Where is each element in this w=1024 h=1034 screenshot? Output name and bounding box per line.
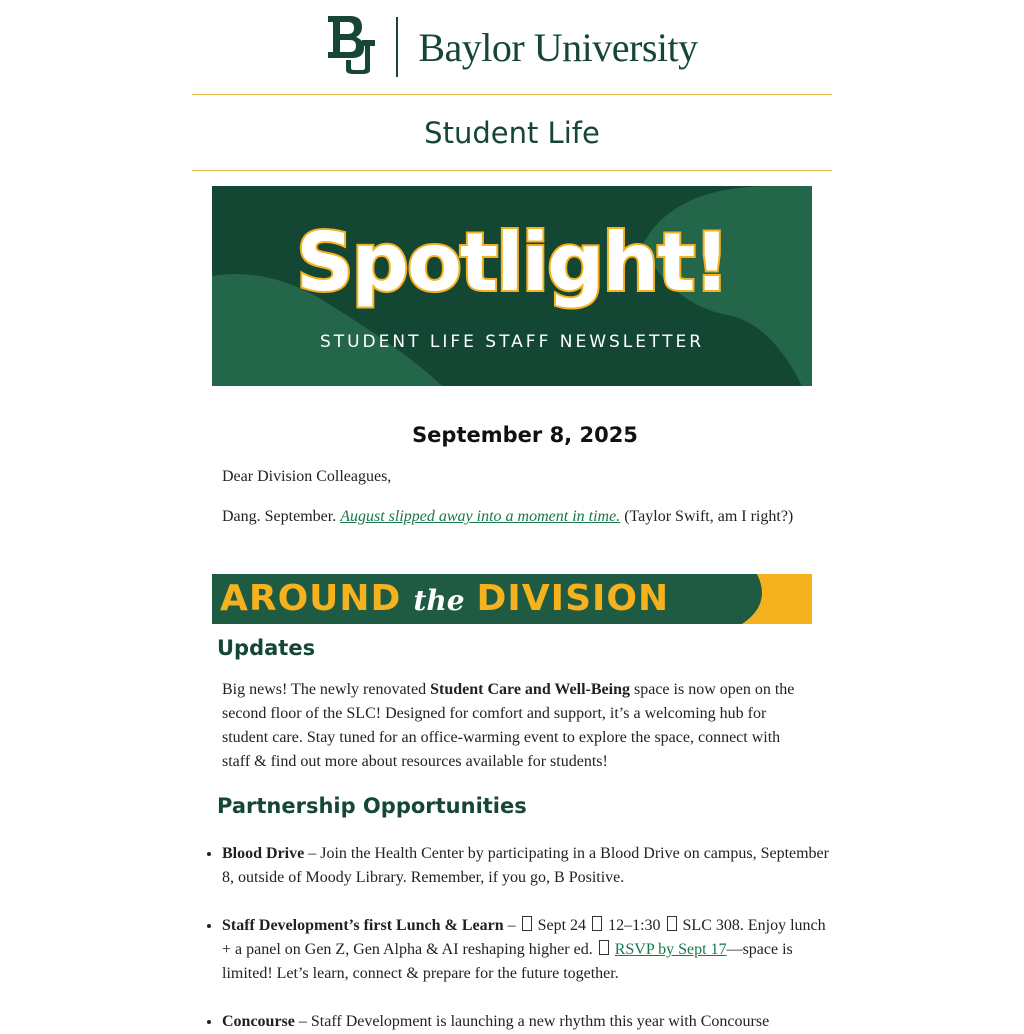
updates-body-bold: Student Care and Well-Being [430,681,630,698]
bottom-rule [192,170,832,171]
division-banner-text [220,578,669,619]
item-text: – Join the Health Center by participating in a Blood Drive on campus, September 8, outside of Moody Library. Remember, if you go, B Positive. [222,845,829,886]
university-name: Baylor University [418,24,698,70]
clock-icon [592,916,602,931]
updates-body-suffix: space is now open on the second floor of the SLC! Designed for comfort and support, it’s a welcoming hub for student care. Stay tuned for an office-warming event to explore the space, connect with staff & find out more about resources available for students! [222,681,795,770]
list-item [222,1010,832,1034]
rsvp-link[interactable]: RSVP by Sept 17 [614,941,727,958]
section-title: Student Life [424,115,600,150]
taylor-swift-link[interactable]: August slipped away into a moment in time. [340,508,621,525]
baylor-bu-logo-icon [326,16,376,78]
intro-paragraph [222,505,802,529]
item-text: Sept 24 [533,917,591,934]
intro-suffix: (Taylor Swift, am I right?) [620,508,794,525]
updates-heading: Updates [217,636,316,660]
banner-title: Spotlight! [296,216,728,309]
item-title: Staff Development’s first Lunch & Learn [222,917,504,934]
item-title: Concourse [222,1013,295,1030]
updates-body [222,678,802,774]
list-item [222,842,832,890]
banner-subtitle: STUDENT LIFE STAFF NEWSLETTER [319,332,705,352]
division-word-around: AROUND [220,578,402,619]
item-text: SLC 308. Enjoy lunch + a panel on Gen Z, Gen Alpha & AI reshaping higher ed. [222,917,826,958]
around-the-division-banner [212,574,812,624]
item-text: —space is limited! Let’s learn, connect & prepare for the future together. [222,941,793,982]
newsletter [192,0,832,1034]
division-word-the: the [413,584,465,617]
logo-divider [396,17,398,77]
item-text: – Staff Development is launching a new rhythm this year with Concourse [294,1013,770,1030]
division-word-division: DIVISION [476,578,670,619]
spotlight-banner [212,186,812,386]
item-title: Blood Drive [222,845,305,862]
list-item [222,914,832,986]
newsletter-date: September 8, 2025 [412,423,638,447]
header-logo[interactable] [192,0,832,94]
salutation: Dear Division Colleagues, [222,468,392,485]
pointing-hand-icon [599,940,609,955]
partnership-list [192,842,832,1034]
item-text: 12–1:30 [604,917,665,934]
location-pin-icon [667,916,677,931]
item-text: – [503,917,520,934]
updates-body-prefix: Big news! The newly renovated [222,681,431,698]
partnership-heading: Partnership Opportunities [217,794,527,818]
calendar-icon [522,916,532,931]
intro-prefix: Dang. September. [222,508,341,525]
